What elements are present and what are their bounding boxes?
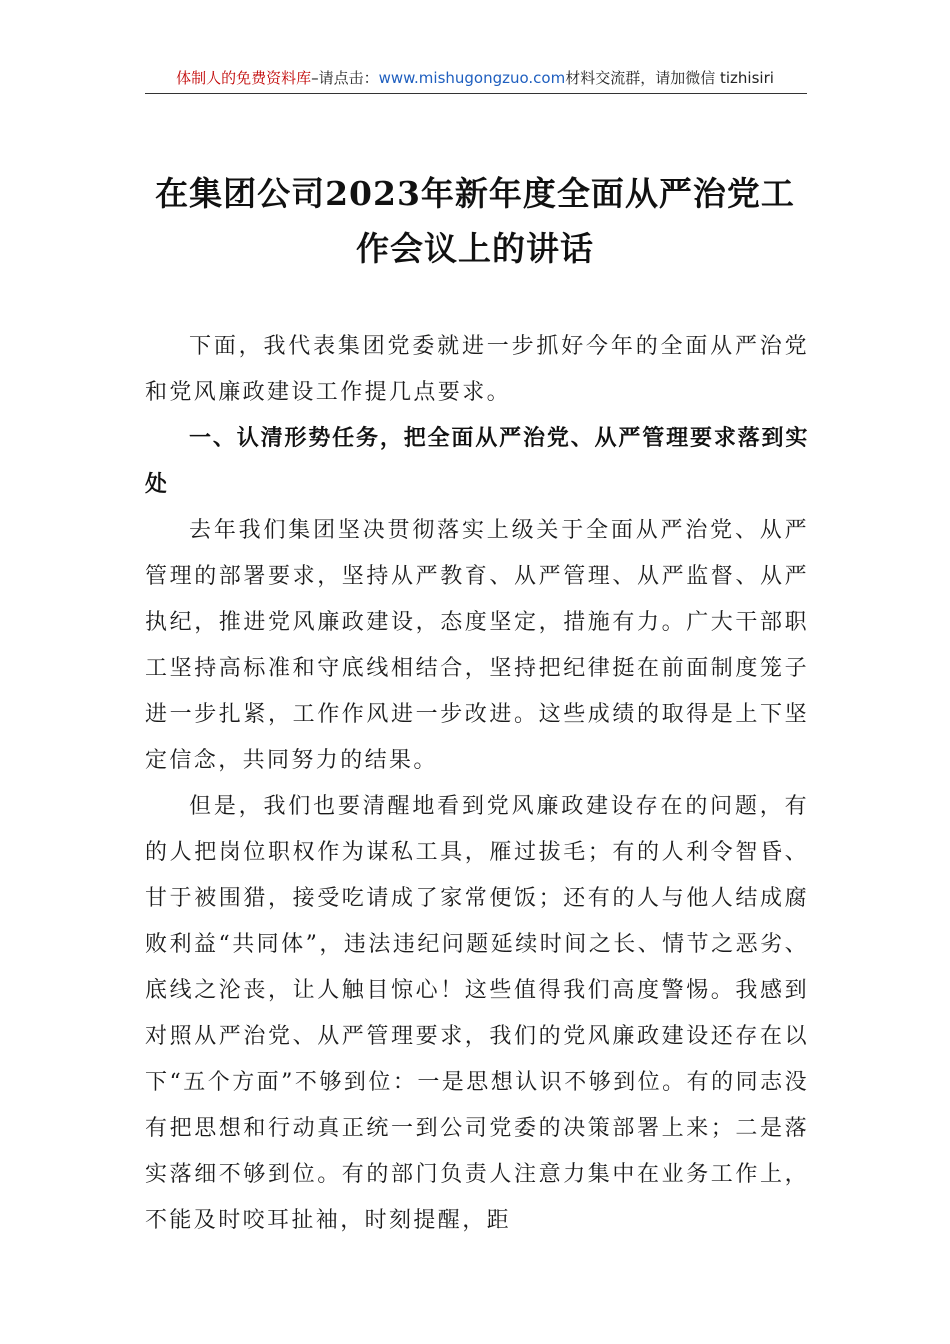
document-title: 在集团公司2023年新年度全面从严治党工作会议上的讲话 bbox=[155, 174, 795, 268]
header-prompt: –请点击： bbox=[311, 69, 379, 87]
header-url-link[interactable]: www.mishugongzuo.com bbox=[378, 69, 566, 87]
paragraph-achievements: 去年我们集团坚决贯彻落实上级关于全面从严治党、从严管理的部署要求，坚持从严教育、从严管理、从严监督、从严执纪，推进党风廉政建设，态度坚定，措施有力。广大干部职工坚持高标准和守底线相结合，坚持把纪律挺在前面制度笼子进一步扎紧，工作作风进一步改进。这些成绩的取得是上下坚定信念，共同努力的结果。 bbox=[145, 518, 809, 773]
header-divider bbox=[145, 93, 807, 94]
section-heading-1: 一、认清形势任务，把全面从严治党、从严管理要求落到实处 bbox=[145, 426, 809, 497]
header-brand: 体制人的免费资料库 bbox=[176, 69, 312, 87]
paragraph-problems: 但是，我们也要清醒地看到党风廉政建设存在的问题，有的人把岗位职权作为谋私工具，雁过拔毛；有的人利令智昏、甘于被围猎，接受吃请成了家常便饭；还有的人与他人结成腐败利益“共同体”，违法违纪问题延续时间之长、情节之恶劣、底线之沦丧，让人触目惊心！这些值得我们高度警惕。我感到对照从严治党、从严管理要求，我们的党风廉政建设还存在以下“五个方面”不够到位：一是思想认识不够到位。有的同志没有把思想和行动真正统一到公司党委的决策部署上来；二是落实落细不够到位。有的部门负责人注意力集中在业务工作上，不能及时咬耳扯袖，时刻提醒，距 bbox=[145, 794, 809, 1233]
header-suffix: 材料交流群，请加微信 tizhisiri bbox=[565, 69, 774, 87]
document-body bbox=[145, 324, 809, 1244]
paragraph-intro: 下面，我代表集团党委就进一步抓好今年的全面从严治党和党风廉政建设工作提几点要求。 bbox=[145, 334, 809, 405]
page-header bbox=[145, 66, 805, 90]
